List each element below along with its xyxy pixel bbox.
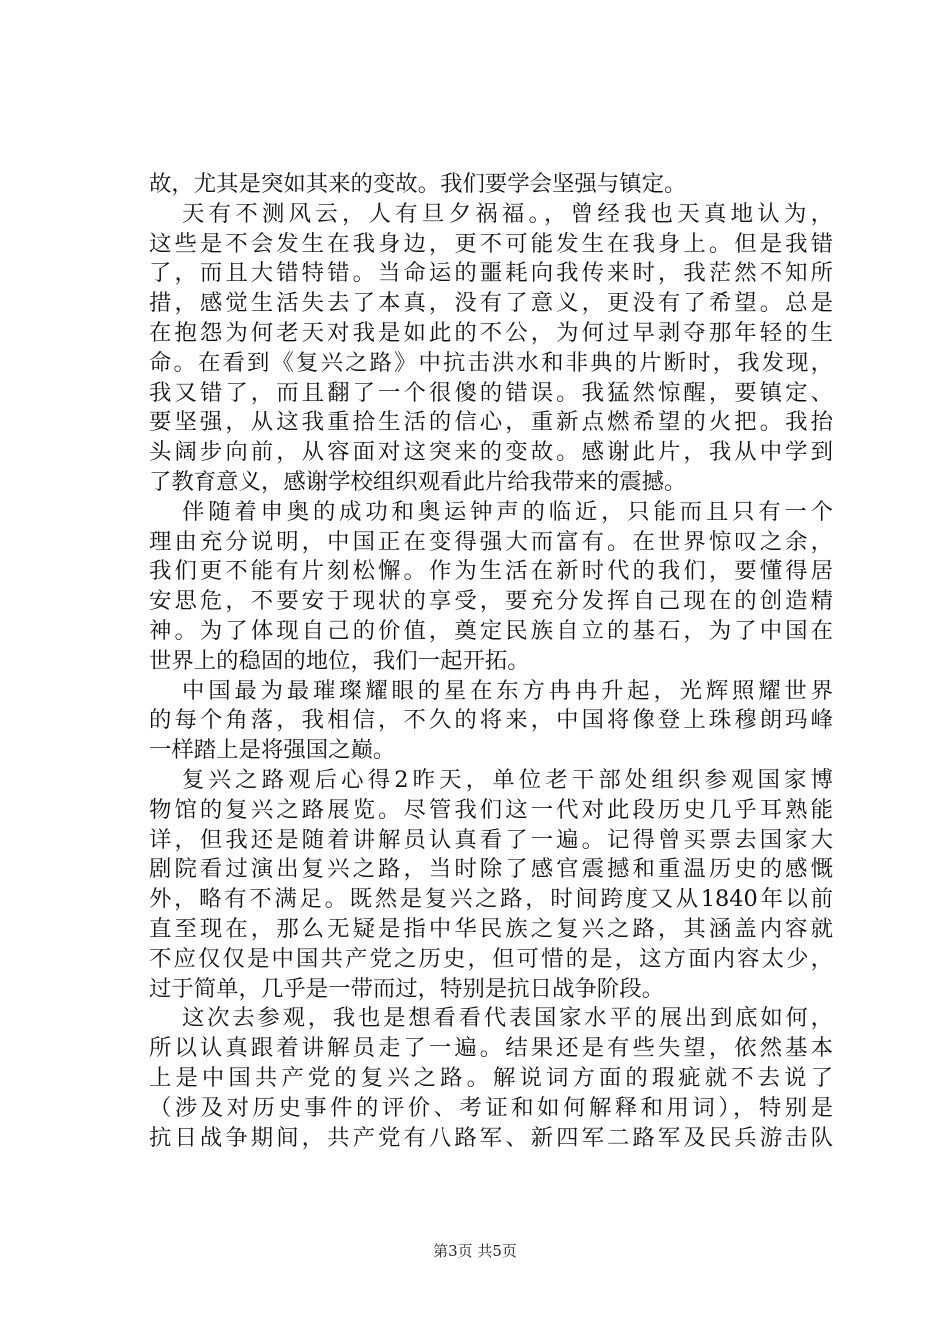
text-line: 剧院看过演出复兴之路，当时除了感官震撼和重温历史的感慨 (149, 856, 833, 883)
text-line: 所以认真跟着讲解员走了一遍。结果还是有些失望，依然基本 (149, 1035, 833, 1062)
paragraph (149, 677, 833, 766)
text-line: 外，略有不满足。既然是复兴之路，时间跨度又从1840年以前 (149, 886, 833, 913)
text-line: 的每个角落，我相信，不久的将来，中国将像登上珠穆朗玛峰 (149, 707, 833, 734)
text-line: 直至现在，那么无疑是指中华民族之复兴之路，其涵盖内容就 (149, 915, 833, 942)
paragraph (149, 170, 833, 200)
text-line: 一样踏上是将强国之巅。 (149, 737, 396, 764)
text-line: 安思危，不要安于现状的享受，要充分发挥自己现在的创造精 (149, 588, 833, 615)
paragraph (149, 200, 833, 498)
text-line: 了教育意义，感谢学校组织观看此片给我带来的震撼。 (149, 468, 687, 495)
text-line: 理由充分说明，中国正在变得强大而富有。在世界惊叹之余， (149, 528, 833, 555)
text-line: 措，感觉生活失去了本真，没有了意义，更没有了希望。总是 (149, 290, 833, 317)
text-line: 抗日战争期间，共产党有八路军、新四军二路军及民兵游击队 (149, 1124, 833, 1151)
text-line: 要坚强，从这我重拾生活的信心，重新点燃希望的火把。我抬 (149, 409, 833, 436)
text-line: 这些是不会发生在我身边，更不可能发生在我身上。但是我错 (149, 230, 833, 257)
paragraph (149, 766, 833, 1004)
text-line: 命。在看到《复兴之路》中抗击洪水和非典的片断时，我发现， (149, 349, 833, 376)
text-line: 上是中国共产党的复兴之路。解说词方面的瑕疵就不去说了 (149, 1064, 833, 1091)
text-line: （涉及对历史事件的评价、考证和如何解释和用词），特别是 (149, 1094, 833, 1121)
paragraph (149, 498, 833, 677)
text-line: 在抱怨为何老天对我是如此的不公，为何过早剥夺那年轻的生 (149, 319, 833, 346)
text-line: 天有不测风云，人有旦夕祸福。，曾经我也天真地认为， (182, 200, 833, 227)
text-line: 复兴之路观后心得2昨天，单位老干部处组织参观国家博 (182, 766, 833, 793)
text-line: 这次去参观，我也是想看看代表国家水平的展出到底如何， (182, 1005, 833, 1032)
text-line: 中国最为最璀璨耀眼的星在东方冉冉升起，光辉照耀世界 (182, 677, 833, 704)
text-line: 我又错了，而且翻了一个很傻的错误。我猛然惊醒，要镇定、 (149, 379, 833, 406)
text-line: 物馆的复兴之路展览。尽管我们这一代对此段历史几乎耳熟能 (149, 796, 833, 823)
document-body (149, 170, 833, 1153)
page-footer: 第3页 共5页 (433, 1242, 517, 1260)
text-line: 过于简单，几乎是一带而过，特别是抗日战争阶段。 (149, 975, 664, 1002)
paragraph (149, 1004, 833, 1153)
text-line: 了，而且大错特错。当命运的噩耗向我传来时，我茫然不知所 (149, 260, 833, 287)
text-line: 伴随着申奥的成功和奥运钟声的临近，只能而且只有一个 (182, 498, 833, 525)
text-line: 详，但我还是随着讲解员认真看了一遍。记得曾买票去国家大 (149, 826, 833, 853)
text-line: 神。为了体现自己的价值，奠定民族自立的基石，为了中国在 (149, 617, 833, 644)
text-line: 头阔步向前，从容面对这突来的变故。感谢此片，我从中学到 (149, 439, 833, 466)
text-line: 我们更不能有片刻松懈。作为生活在新时代的我们，要懂得居 (149, 558, 833, 585)
text-line: 故，尤其是突如其来的变故。我们要学会坚强与镇定。 (149, 171, 687, 197)
text-line: 世界上的稳固的地位，我们一起开拓。 (149, 647, 530, 674)
text-line: 不应仅仅是中国共产党之历史，但可惜的是，这方面内容太少， (149, 945, 833, 972)
